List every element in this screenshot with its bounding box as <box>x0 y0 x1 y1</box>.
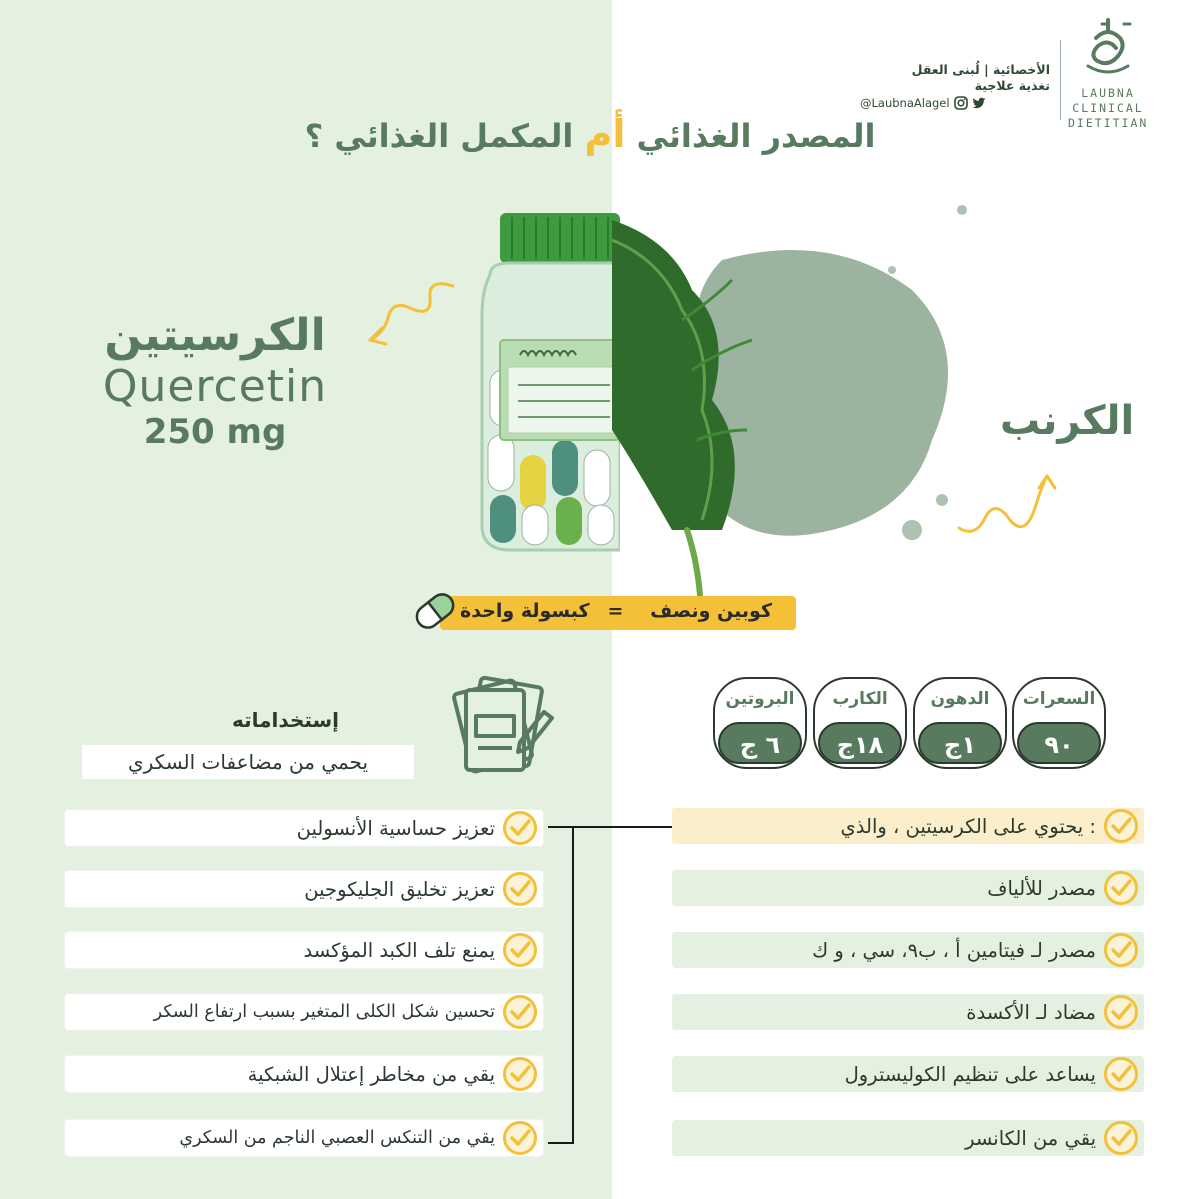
documents-icon <box>432 672 562 780</box>
uses-item-text: تعزيز تخليق الجليكوجين <box>304 877 495 901</box>
checkmark-icon <box>1104 809 1138 843</box>
benefit-item <box>672 870 1144 906</box>
food-name: الكرنب <box>1000 398 1135 444</box>
benefit-item <box>672 1056 1144 1092</box>
uses-item-text: يقي من مخاطر إعتلال الشبكية <box>247 1062 495 1086</box>
checkmark-icon <box>1104 995 1138 1029</box>
supplement-bottle-illustration <box>460 205 620 560</box>
benefit-item-highlighted <box>672 808 1144 844</box>
uses-item <box>65 1056 543 1092</box>
benefit-item-text: مصدر للألياف <box>987 876 1096 900</box>
uses-item <box>65 1120 543 1156</box>
title-accent: أم <box>584 112 626 156</box>
nutrition-value: ١ج <box>918 722 1002 764</box>
checkmark-icon <box>503 872 537 906</box>
nutrition-box-carbs <box>813 677 907 769</box>
benefit-item-text: يحتوي على الكرسيتين ، والذي : <box>840 814 1096 838</box>
uses-subtitle-box <box>82 745 414 779</box>
title-part-2: المكمل الغذائي ؟ <box>304 117 574 155</box>
uses-item <box>65 871 543 907</box>
connector-bracket <box>548 826 574 1144</box>
brand-info <box>860 62 1050 110</box>
twitter-icon[interactable] <box>972 96 986 110</box>
uses-item-text: يقي من التنكس العصبي الناجم من السكري <box>179 1128 495 1148</box>
kale-illustration <box>612 200 982 600</box>
benefit-item <box>672 1120 1144 1156</box>
benefit-item-text: يساعد على تنظيم الكوليسترول <box>844 1062 1096 1086</box>
brand-name-line: الأخصائية | لُبنى العقل <box>911 62 1050 77</box>
checkmark-icon <box>1104 1057 1138 1091</box>
uses-title: إستخداماته <box>232 708 340 732</box>
checkmark-icon <box>1104 1121 1138 1155</box>
brand-divider <box>1060 40 1061 120</box>
nutrition-value: ٩٠ <box>1017 722 1101 764</box>
checkmark-icon <box>1104 871 1138 905</box>
uses-item <box>65 932 543 968</box>
checkmark-icon <box>503 811 537 845</box>
supplement-name-ar: الكرسيتين <box>104 310 326 361</box>
nutrition-box-fat <box>913 677 1007 769</box>
checkmark-icon <box>503 1057 537 1091</box>
checkmark-icon <box>503 933 537 967</box>
squiggle-arrow-left-icon <box>358 278 458 353</box>
squiggle-arrow-right-icon <box>955 468 1065 548</box>
checkmark-icon <box>503 995 537 1029</box>
page-title <box>270 112 910 156</box>
logo-line-3: DIETITIAN <box>1068 116 1149 130</box>
nutrition-box-calories <box>1012 677 1106 769</box>
nutrition-value: ١٨ج <box>818 722 902 764</box>
supplement-dose: 250 mg <box>143 412 287 452</box>
title-part-1: المصدر الغذائي <box>636 117 876 155</box>
brand-logo <box>1068 16 1148 128</box>
nutrition-label: الكارب <box>832 689 888 709</box>
checkmark-icon <box>1104 933 1138 967</box>
nutrition-label: البروتين <box>725 689 795 709</box>
equivalence-food-amount: كوبين ونصف <box>650 600 772 622</box>
logo-line-1: LAUBNA <box>1081 86 1135 100</box>
uses-item <box>65 994 543 1030</box>
nutrition-box-protein <box>713 677 807 769</box>
logo-mark-icon <box>1068 16 1148 82</box>
checkmark-icon <box>503 1121 537 1155</box>
supplement-info <box>80 310 350 452</box>
uses-item-text: تحسين شكل الكلى المتغير بسبب ارتفاع السكر <box>153 1002 495 1022</box>
benefit-item-text: مضاد لـ الأكسدة <box>966 1000 1096 1024</box>
uses-item-text: تعزيز حساسية الأنسولين <box>296 816 495 840</box>
benefit-item <box>672 994 1144 1030</box>
brand-handle[interactable]: @LaubnaAlagel <box>860 96 950 110</box>
uses-subtitle: يحمي من مضاعفات السكري <box>127 750 369 774</box>
nutrition-value: ٦ ج <box>718 722 802 764</box>
equivalence-supplement-amount: كبسولة واحدة <box>460 600 590 622</box>
supplement-name-en: Quercetin <box>102 361 328 412</box>
benefit-item-text: يقي من الكانسر <box>965 1126 1096 1150</box>
uses-item <box>65 810 543 846</box>
equivalence-equals: = <box>607 600 624 622</box>
brand-specialty-line: تغذية علاجية <box>974 78 1050 93</box>
logo-line-2: CLINICAL <box>1072 101 1144 115</box>
nutrition-label: الدهون <box>930 689 990 709</box>
capsule-icon <box>410 588 460 634</box>
benefit-item <box>672 932 1144 968</box>
instagram-icon[interactable] <box>954 96 968 110</box>
nutrition-label: السعرات <box>1022 689 1096 709</box>
equivalence-text <box>460 600 772 622</box>
uses-item-text: يمنع تلف الكبد المؤكسد <box>303 938 495 962</box>
benefit-item-text: مصدر لـ فيتامين أ ، ب٩، سي ، و ك <box>812 938 1096 962</box>
